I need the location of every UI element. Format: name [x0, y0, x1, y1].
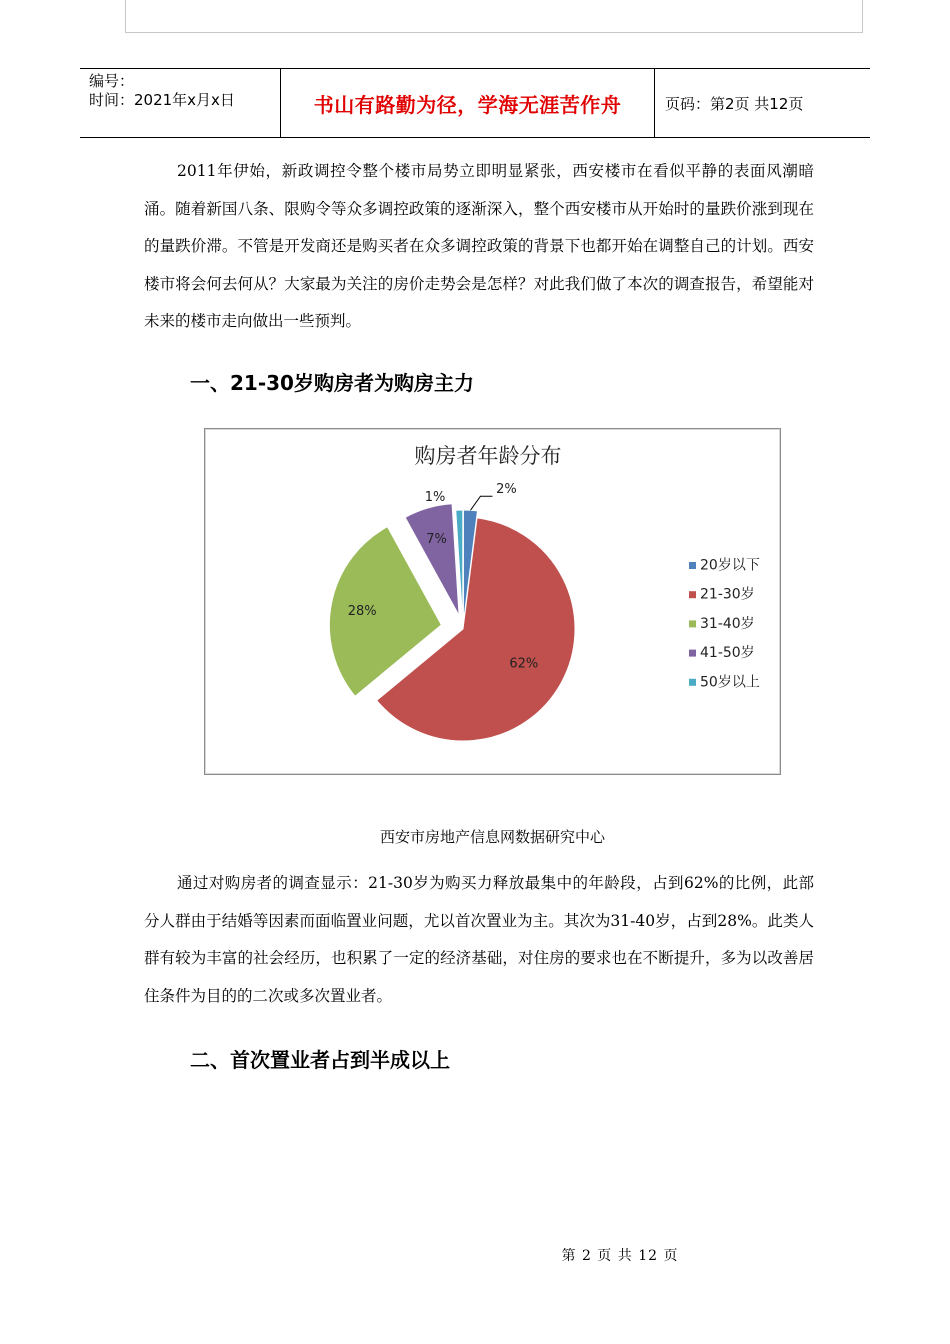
data-label: 1% — [424, 490, 446, 505]
header-meta — [80, 69, 281, 137]
page-footer: 第 2 页 共 12 页 — [561, 1248, 679, 1264]
pie-chart — [205, 429, 780, 774]
time-label: 时间：2021年x月x日 — [89, 91, 235, 109]
chart-title: 购房者年龄分布 — [414, 444, 562, 468]
intro-paragraph: 2011年伊始，新政调控令整个楼市局势立即明显紧张，西安楼市在看似平静的表面风潮暗涌。随着新国八条、限购令等众多调控政策的逐渐深入，整个西安楼市从开始时的量跌价涨到现在的量跌价滞。不管是开发商还是购买者在众多调控政策的背景下也都开始在调整自己的计划。西安楼市将会何去何从？大家最为关注的房价走势会是怎样？对此我们做了本次的调查报告，希望能对未来的楼市走向做出一些预判。 — [144, 162, 814, 331]
legend-entry: 41-50岁 — [700, 645, 755, 662]
legend-entry: 20岁以下 — [700, 557, 760, 574]
data-label: 7% — [426, 532, 447, 548]
section-heading-1: 一、21-30岁购房者为购房主力 — [190, 371, 474, 395]
analysis-paragraph: 通过对购房者的调查显示：21-30岁为购买力释放最集中的年龄段，占到62%的比例，此部分人群由于结婚等因素而面临置业问题，尤以首次置业为主。其次为31-40岁，占到28%。此类人群有较为丰富的社会经历，也积累了一定的经济基础，对住房的要求也在不断提升，多为以改善居住条件为目的的二次或多次置业者。 — [144, 874, 814, 1005]
top-frame — [125, 0, 863, 33]
legend-swatch — [689, 620, 696, 627]
header-page-info: 页码：第2页 共12页 — [665, 94, 804, 113]
legend-entry: 31-40岁 — [700, 615, 755, 632]
leader-line — [470, 496, 492, 510]
legend-entry: 21-30岁 — [700, 586, 755, 603]
pie-chart-frame — [204, 428, 781, 775]
data-label: 62% — [509, 656, 539, 672]
number-label: 编号： — [89, 72, 135, 90]
page-header — [80, 68, 870, 138]
data-label: 2% — [496, 482, 517, 498]
data-label: 28% — [347, 603, 377, 619]
legend-entry: 50岁以上 — [700, 674, 760, 691]
legend-swatch — [689, 591, 696, 598]
header-motto: 书山有路勤为径，学海无涯苦作舟 — [281, 69, 655, 137]
chart-source-caption: 西安市房地产信息网数据研究中心 — [379, 828, 605, 846]
legend-swatch — [689, 650, 696, 657]
legend-swatch — [689, 562, 696, 569]
section-heading-2: 二、首次置业者占到半成以上 — [190, 1048, 450, 1072]
legend-swatch — [689, 679, 696, 686]
